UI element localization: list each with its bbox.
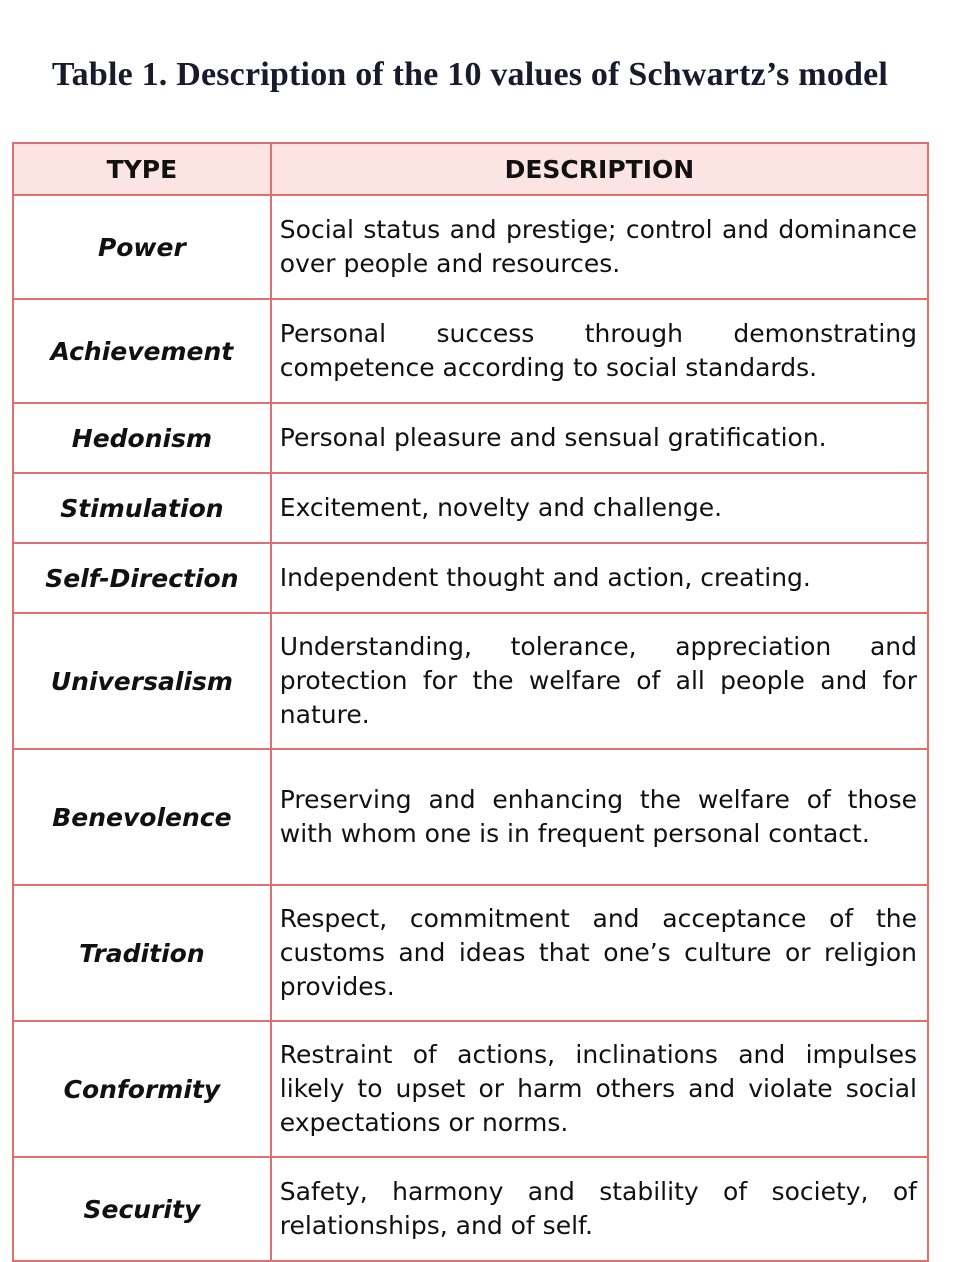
table-row <box>13 1157 928 1261</box>
table-row <box>13 749 928 885</box>
values-table <box>12 142 929 1262</box>
table-row <box>13 613 928 749</box>
value-type: Universalism <box>13 613 271 749</box>
value-description: Personal pleasure and sensual gratification. <box>271 403 928 473</box>
value-description: Respect, commitment and acceptance of the customs and ideas that one’s culture or religion provides. <box>271 885 928 1021</box>
value-description: Excitement, novelty and challenge. <box>271 473 928 543</box>
value-type: Power <box>13 195 271 299</box>
table-header-row <box>13 143 928 195</box>
value-description: Social status and prestige; control and dominance over people and resources. <box>271 195 928 299</box>
value-type: Self-Direction <box>13 543 271 613</box>
value-type: Hedonism <box>13 403 271 473</box>
column-header-type: TYPE <box>13 143 271 195</box>
value-description: Understanding, tolerance, appreciation and protection for the welfare of all people and for nature. <box>271 613 928 749</box>
value-description: Independent thought and action, creating. <box>271 543 928 613</box>
value-type: Conformity <box>13 1021 271 1157</box>
table-row <box>13 473 928 543</box>
value-description: Personal success through demonstrating competence according to social standards. <box>271 299 928 403</box>
value-type: Stimulation <box>13 473 271 543</box>
value-type: Achievement <box>13 299 271 403</box>
table-row <box>13 1021 928 1157</box>
value-description: Preserving and enhancing the welfare of those with whom one is in frequent personal contact. <box>271 749 928 885</box>
value-description: Safety, harmony and stability of society, of relationships, and of self. <box>271 1157 928 1261</box>
table-row <box>13 299 928 403</box>
column-header-description: DESCRIPTION <box>271 143 928 195</box>
table-row <box>13 403 928 473</box>
table-caption: Table 1. Description of the 10 values of Schwartz’s model <box>51 56 889 93</box>
value-type: Tradition <box>13 885 271 1021</box>
table-row <box>13 195 928 299</box>
value-type: Benevolence <box>13 749 271 885</box>
value-type: Security <box>13 1157 271 1261</box>
value-description: Restraint of actions, inclinations and impulses likely to upset or harm others and violate social expectations or norms. <box>271 1021 928 1157</box>
table-row <box>13 885 928 1021</box>
table-row <box>13 543 928 613</box>
